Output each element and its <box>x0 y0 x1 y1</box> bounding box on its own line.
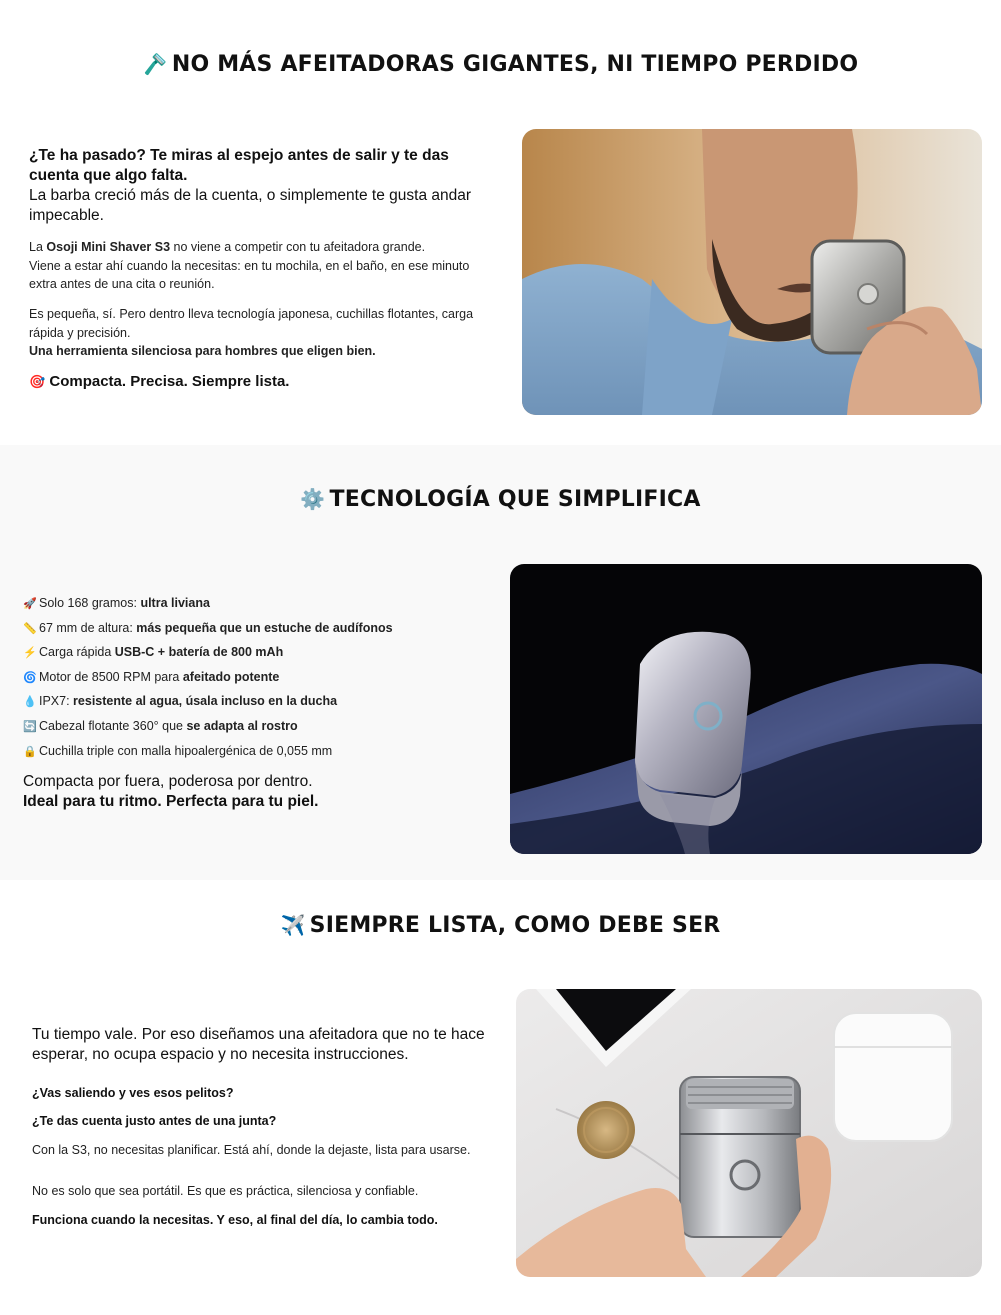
product-name: Osoji Mini Shaver S3 <box>46 240 171 254</box>
spiral-icon: 🌀 <box>23 671 37 684</box>
section-3-heading: ✈️ SIEMPRE LISTA, COMO DEBE SER <box>280 913 721 938</box>
section-tecnologia <box>0 445 1001 880</box>
man-shaving-photo <box>522 129 982 415</box>
section-1-intro <box>29 146 479 226</box>
question-1: ¿Vas saliendo y ves esos pelitos? <box>32 1086 234 1100</box>
target-icon: 🎯 <box>29 374 46 389</box>
section-3-paragraph-3: Funciona cuando la necesitas. Y eso, al final del día, lo cambia todo. <box>32 1213 438 1227</box>
section-2-closing: Compacta por fuera, poderosa por dentro. Ideal para tu ritmo. Perfecta para tu piel. <box>23 773 319 810</box>
feature-item: 🔒 Cuchilla triple con malla hipoalergénica de 0,055 mm <box>23 740 493 765</box>
feature-list <box>23 592 493 764</box>
gear-icon: ⚙️ <box>300 487 326 511</box>
section-3-lead: Tu tiempo vale. Por eso diseñamos una afeitadora que no te hace esperar, no ocupa espacio y no necesita instrucciones. <box>32 1026 485 1063</box>
droplet-icon: 💧 <box>23 696 37 709</box>
feature-item: 🔄 Cabezal flotante 360° que se adapta al rostro <box>23 715 493 740</box>
section-no-mas-afeitadoras <box>0 0 1001 445</box>
feature-item: 📏 67 mm de altura: más pequeña que un estuche de audífonos <box>23 617 493 642</box>
lightning-icon: ⚡ <box>23 647 37 660</box>
razor-icon: 🪒 <box>142 52 168 76</box>
airplane-icon: ✈️ <box>280 913 306 937</box>
rocket-icon: 🚀 <box>23 598 37 610</box>
feature-item: 🚀 Solo 168 gramos: ultra liviana <box>23 592 493 617</box>
tagline: 🎯 Compacta. Precisa. Siempre lista. <box>29 373 290 390</box>
technology-paragraph: Es pequeña, sí. Pero dentro lleva tecnología japonesa, cuchillas flotantes, carga rápida y precisión. Una herramienta silenciosa para hombres que eligen bien. <box>29 307 474 358</box>
section-2-heading: ⚙️ TECNOLOGÍA QUE SIMPLIFICA <box>300 487 701 512</box>
question-2: ¿Te das cuenta justo antes de una junta? <box>32 1114 277 1128</box>
section-3-paragraph-1: Con la S3, no necesitas planificar. Está ahí, donde la dejaste, lista para usarse. <box>32 1143 471 1157</box>
section-1-heading: 🪒 NO MÁS AFEITADORAS GIGANTES, NI TIEMPO PERDIDO <box>142 52 859 77</box>
feature-item: 💧 IPX7: resistente al agua, úsala incluso en la ducha <box>23 690 493 715</box>
intro-question: ¿Te ha pasado? Te miras al espejo antes de salir y te das cuenta que algo falta. <box>29 147 449 184</box>
rotate-icon: 🔄 <box>23 720 37 733</box>
ruler-icon: 📏 <box>23 622 37 635</box>
product-intro-paragraph: La Osoji Mini Shaver S3 no viene a competir con tu afeitadora grande. Viene a estar ahí cuando la necesitas: en tu mochila, en el baño, en ese minuto extra antes de una cita o reunión. <box>29 240 470 291</box>
shaver-in-hand-photo <box>516 989 982 1277</box>
feature-item: 🌀 Motor de 8500 RPM para afeitado potente <box>23 666 493 691</box>
section-siempre-lista <box>0 880 1001 1315</box>
intro-statement: La barba creció más de la cuenta, o simplemente te gusta andar impecable. <box>29 187 472 224</box>
shaver-product-photo <box>510 564 982 854</box>
feature-item: ⚡ Carga rápida USB-C + batería de 800 mAh <box>23 641 493 666</box>
lock-icon: 🔒 <box>23 745 37 758</box>
section-3-paragraph-2: No es solo que sea portátil. Es que es práctica, silenciosa y confiable. <box>32 1184 419 1198</box>
